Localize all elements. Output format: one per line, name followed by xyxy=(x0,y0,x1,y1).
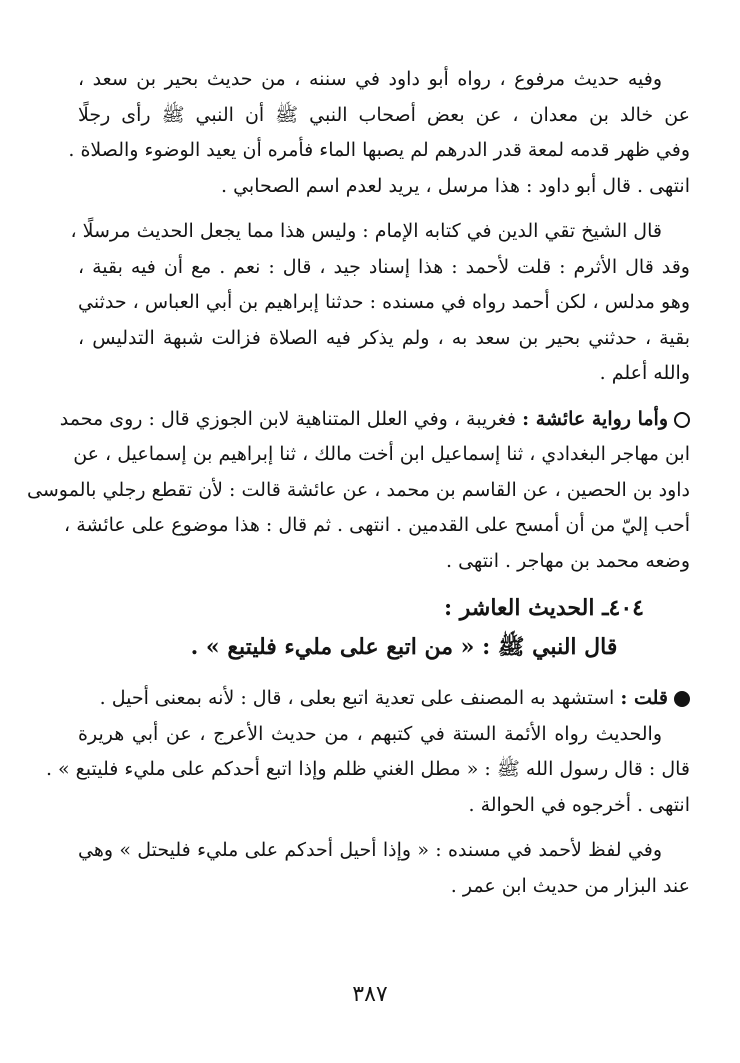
text-line: وفي ظهر قدمه لمعة قدر الدرهم لم يصبها الماء فأمره أن يعيد الوضوء والصلاة . xyxy=(68,139,690,161)
text-line xyxy=(78,681,690,717)
circle-marker-icon xyxy=(674,412,690,428)
spacer xyxy=(78,667,690,681)
text-line: وضعه محمد بن مهاجر . انتهى . xyxy=(446,549,690,572)
paragraph-3 xyxy=(27,402,690,580)
text-fragment: فغريبة ، وفي العلل المتناهية لابن الجوزي قال : روى محمد xyxy=(59,407,517,430)
paragraph-5 xyxy=(45,717,690,824)
text-line: عن خالد بن معدان ، عن بعض أصحاب النبي ﷺ أن النبي ﷺ رأى رجلًا xyxy=(78,103,690,126)
spacer xyxy=(78,204,690,214)
text-line: انتهى . قال أبو داود : هذا مرسل ، يريد لعدم اسم الصحابي . xyxy=(221,174,690,197)
text-line: قال : قال رسول الله ﷺ : « مطل الغني ظلم وإذا اتبع أحدكم على مليء فليتبع » . xyxy=(45,758,690,780)
text-line: وهو مدلس ، لكن أحمد رواه في مسنده : حدثنا إبراهيم بن أبي العباس ، حدثني xyxy=(78,291,690,313)
text-line xyxy=(59,402,690,438)
text-line: أحب إليّ من أن أمسح على القدمين . انتهى . ثم قال : هذا موضوع على عائشة ، xyxy=(64,514,690,536)
paragraph-1 xyxy=(68,62,690,204)
text-line: والحديث رواه الأئمة الستة في كتبهم ، من حديث الأعرج ، عن أبي هريرة xyxy=(78,722,662,745)
lead-bold-text: قلت : xyxy=(620,687,668,709)
page-number: ٣٨٧ xyxy=(352,982,388,1007)
bullet-dot-icon xyxy=(674,691,690,707)
text-line: بقية ، حدثني بحير بن سعد به ، ولم يذكر فيه الصلاة فزالت شبهة التدليس ، xyxy=(78,326,690,349)
paragraph-6 xyxy=(78,833,690,904)
text-line: وقد قال الأثرم : قلت لأحمد : هذا إسناد جيد ، قال : نعم . مع أن فيه بقية ، xyxy=(78,255,690,278)
text-line: وفيه حديث مرفوع ، رواه أبو داود في سننه ، من حديث بحير بن سعد ، xyxy=(78,68,662,90)
page-body xyxy=(27,62,690,904)
text-line: والله أعلم . xyxy=(599,362,690,384)
text-line: وفي لفظ لأحمد في مسنده : « وإذا أحيل أحدكم على مليء فليحتل » وهي xyxy=(78,839,662,861)
text-fragment: استشهد به المصنف على تعدية اتبع بعلى ، قال : لأنه بمعنى أحيل . xyxy=(99,687,615,709)
paragraph-4 xyxy=(78,681,690,717)
text-line: قال الشيخ تقي الدين في كتابه الإمام : وليس هذا مما يجعل الحديث مرسلًا ، xyxy=(70,220,662,242)
spacer xyxy=(78,579,690,589)
spacer xyxy=(78,823,690,833)
text-line: ابن مهاجر البغدادي ، ثنا إسماعيل ابن أخت مالك ، ثنا إبراهيم بن إسماعيل ، عن xyxy=(73,443,690,465)
hadith-quote-heading: قال النبي ﷺ : « من اتبع على مليء فليتبع » . xyxy=(190,634,618,660)
spacer xyxy=(78,392,690,402)
paragraph-2 xyxy=(70,214,690,392)
hadith-number-heading: ٤٠٤ـ الحديث العاشر : xyxy=(444,595,644,621)
text-line: انتهى . أخرجوه في الحوالة . xyxy=(468,793,690,816)
lead-bold-text: وأما رواية عائشة : xyxy=(522,407,668,430)
text-line: عند البزار من حديث ابن عمر . xyxy=(450,874,690,897)
text-line: داود بن الحصين ، عن القاسم بن محمد ، عن عائشة قالت : لأن تقطع رجلي بالموسى xyxy=(27,478,690,501)
